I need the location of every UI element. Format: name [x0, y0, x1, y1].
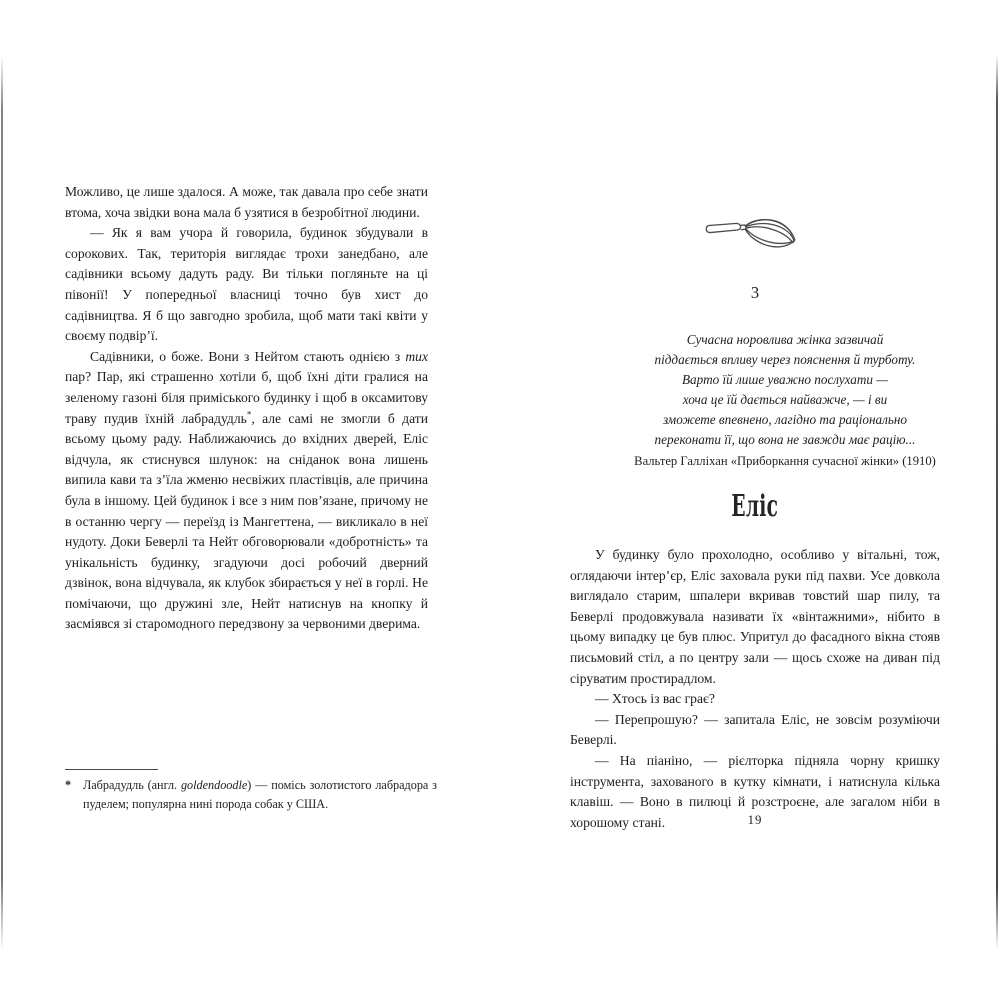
- paragraph: [570, 545, 940, 689]
- text-run: , але самі не змогли б дати всьому цьому раду. Наближаючись до вхідних дверей, Еліс відчула, як стиснувся шлунок: на сніданок вона лишень випила кави та з’їла жменю несвіжих пластівців, але причина була в іншому. Цей будинок і все з ним пов’язане, причому не в останню чергу — переїзд із Мангеттена, — викликало в неї нудоту. Доки Беверлі та Нейт обговорювали «добротність» та унікальність будинку, згадуючи досі робочий дверний дзвінок, вона відчувала, як клубок збирається у неї в горлі. Не помічаючи, що дружині зле, Нейт натиснув на кнопку й засміявся зі старомодного передзвону за червоними дверима.: [65, 410, 428, 632]
- text-run: ) — помісь золотистого лабрадора з пуделем; популярна нині порода собак у США.: [83, 778, 437, 811]
- whisk-icon: [700, 210, 804, 262]
- left-page-edge: [1, 55, 3, 950]
- footnote-marker-ref: *: [246, 409, 252, 419]
- text-run: Садівники, о боже. Вони з Нейтом стають однією з: [90, 348, 406, 364]
- text-run: У будинку було прохолодно, особливо у вітальні, тож, оглядаючи інтер’єр, Еліс заховала руки під пахви. Усе довкола виглядало старим, шпалери вкривав товстий шар пилу, та Беверлі продовжувала називати їх «вінтажними», нібито в цьому випадку це був плюс. Упритул до фасадного вікна стояв письмовий стіл, а по центру зали — щось схоже на диван під сіруватим простирадлом.: [570, 547, 940, 686]
- footnote-divider: [65, 769, 158, 770]
- text-run: Можливо, це лише здалося. А може, так давала про себе знати втома, хоча звідки вона мала б узятися в безробітної людини.: [65, 184, 428, 220]
- paragraph: [65, 347, 428, 635]
- right-page-text: [570, 545, 940, 833]
- text-run: — На піаніно, — рієлторка підняла чорну кришку інструмента, захованого в кутку кімнати, і натиснула кілька клавіш. — Воно в пилюці й розстроєне, але загалом ніби в хорошому стані.: [570, 752, 940, 830]
- italic-run: goldendoodle: [180, 778, 248, 792]
- epigraph-lines: [628, 330, 942, 451]
- footnote-text: [65, 776, 437, 813]
- epigraph-line: переконати її, що вона не завжди має рацію...: [654, 432, 916, 448]
- epigraph-line: Варто їй лише уважно послухати —: [682, 372, 888, 388]
- text-run: — Перепрошую? — запитала Еліс, не зовсім розуміючи Беверлі.: [570, 711, 940, 748]
- footnote: [65, 769, 437, 813]
- left-page-text: [65, 182, 428, 635]
- epigraph-attribution: Вальтер Галліхан «Приборкання сучасної жінки» (1910): [634, 453, 936, 468]
- chapter-title: Еліс: [731, 489, 779, 524]
- paragraph: [570, 689, 940, 710]
- paragraph: [65, 223, 428, 347]
- epigraph: [628, 330, 942, 470]
- paragraph: [570, 710, 940, 751]
- text-run: пар? Пар, які страшенно хотіли б, щоб їхні діти гралися на зеленому газоні біля приміського будинку і щоб в оксамитову траву пудив їхній лабрадудль: [65, 369, 428, 426]
- footnote-marker: *: [65, 778, 72, 792]
- italic-run: тих: [405, 348, 428, 364]
- chapter-number: 3: [750, 283, 760, 302]
- right-page-edge: [996, 55, 998, 950]
- page-number: 19: [747, 813, 763, 827]
- epigraph-line: зможете впевнено, лагідно та раціонально: [662, 412, 908, 428]
- epigraph-line: піддається впливу через пояснення й турботу.: [654, 352, 916, 368]
- paragraph: [65, 182, 428, 223]
- text-run: — Хтось із вас грає?: [595, 691, 715, 707]
- text-run: Лабрадудль (англ.: [83, 778, 181, 792]
- text-run: — Як я вам учора й говорила, будинок збудували в сорокових. Так, територія виглядає трохи занедбано, але садівники всьому дадуть раду. Ви тільки погляньте на ці півонії! У попередньої власниці точно був хист до садівництва. Я б що завгодно зробила, щоб мати такі квіти у своєму подвір’ї.: [65, 225, 428, 344]
- epigraph-line: хоча це їй дається найважче, — і ви: [682, 392, 888, 408]
- epigraph-line: Сучасна норовлива жінка зазвичай: [686, 332, 884, 347]
